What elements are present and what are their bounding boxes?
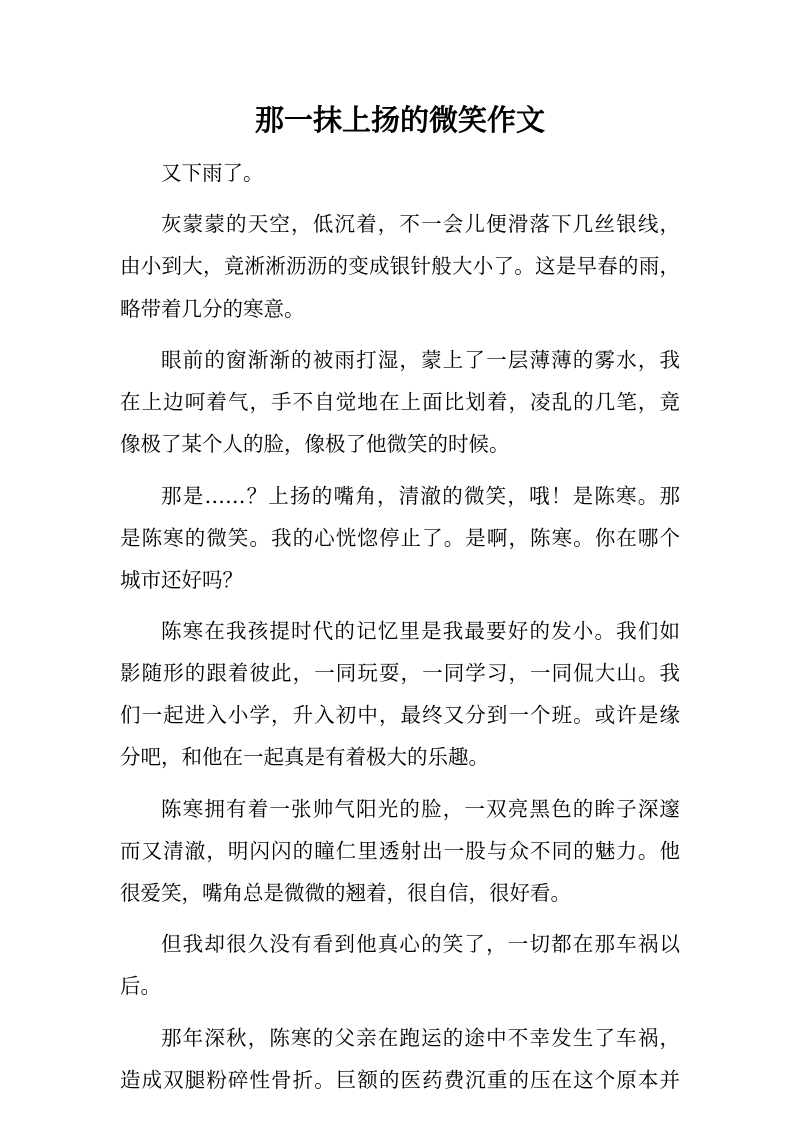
document-title: 那一抹上扬的微笑作文: [254, 103, 545, 137]
text-line: 由小到大，竟淅淅沥沥的变成银针般大小了。这是早春的雨，: [120, 254, 680, 279]
text-line: 但我却很久没有看到他真心的笑了，一切都在那车祸以: [161, 932, 680, 957]
text-line: 那年深秋，陈寒的父亲在跑运的途中不幸发生了车祸，: [161, 1025, 680, 1050]
text-line: 灰蒙蒙的天空，低沉着，不一会儿便滑落下几丝银线，: [161, 212, 680, 237]
text-line: 造成双腿粉碎性骨折。巨额的医药费沉重的压在这个原本并: [120, 1067, 680, 1092]
text-line: 又下雨了。: [161, 161, 264, 185]
paragraph: [120, 1017, 680, 1101]
text-line: 眼前的窗渐渐的被雨打湿，蒙上了一层薄薄的雾水，我: [161, 347, 680, 372]
text-line: 那是……？上扬的嘴角，清澈的微笑，哦！是陈寒。那: [161, 483, 680, 508]
text-line: 城市还好吗？: [120, 567, 243, 592]
text-line: 陈寒拥有着一张帅气阳光的脸，一双亮黑色的眸子深邃: [161, 796, 680, 821]
text-line: 后。: [120, 974, 161, 999]
text-line: 们一起进入小学，升入初中，最终又分到一个班。或许是缘: [120, 703, 680, 728]
text-line: 像极了某个人的脸，像极了他微笑的时候。: [120, 432, 510, 457]
paragraph: [120, 610, 680, 778]
text-line: 而又清澈，明闪闪的瞳仁里透射出一股与众不同的魅力。他: [120, 838, 680, 863]
paragraph: [120, 152, 680, 194]
paragraph: [120, 788, 680, 914]
text-line: 略带着几分的寒意。: [120, 296, 305, 321]
paragraph: [120, 203, 680, 329]
text-line: 影随形的跟着彼此，一同玩耍，一同学习，一同侃大山。我: [120, 661, 680, 686]
paragraph: [120, 475, 680, 601]
paragraph: [120, 339, 680, 465]
text-line: 很爱笑，嘴角总是微微的翘着，很自信，很好看。: [120, 880, 571, 905]
text-line: 在上边呵着气，手不自觉地在上面比划着，凌乱的几笔，竟: [120, 390, 680, 415]
text-line: 陈寒在我孩提时代的记忆里是我最要好的发小。我们如: [161, 619, 680, 644]
paragraph: [120, 923, 680, 1007]
document-body: [120, 152, 680, 1101]
text-line: 分吧，和他在一起真是有着极大的乐趣。: [120, 745, 489, 770]
text-line: 是陈寒的微笑。我的心恍惚停止了。是啊，陈寒。你在哪个: [120, 525, 680, 550]
